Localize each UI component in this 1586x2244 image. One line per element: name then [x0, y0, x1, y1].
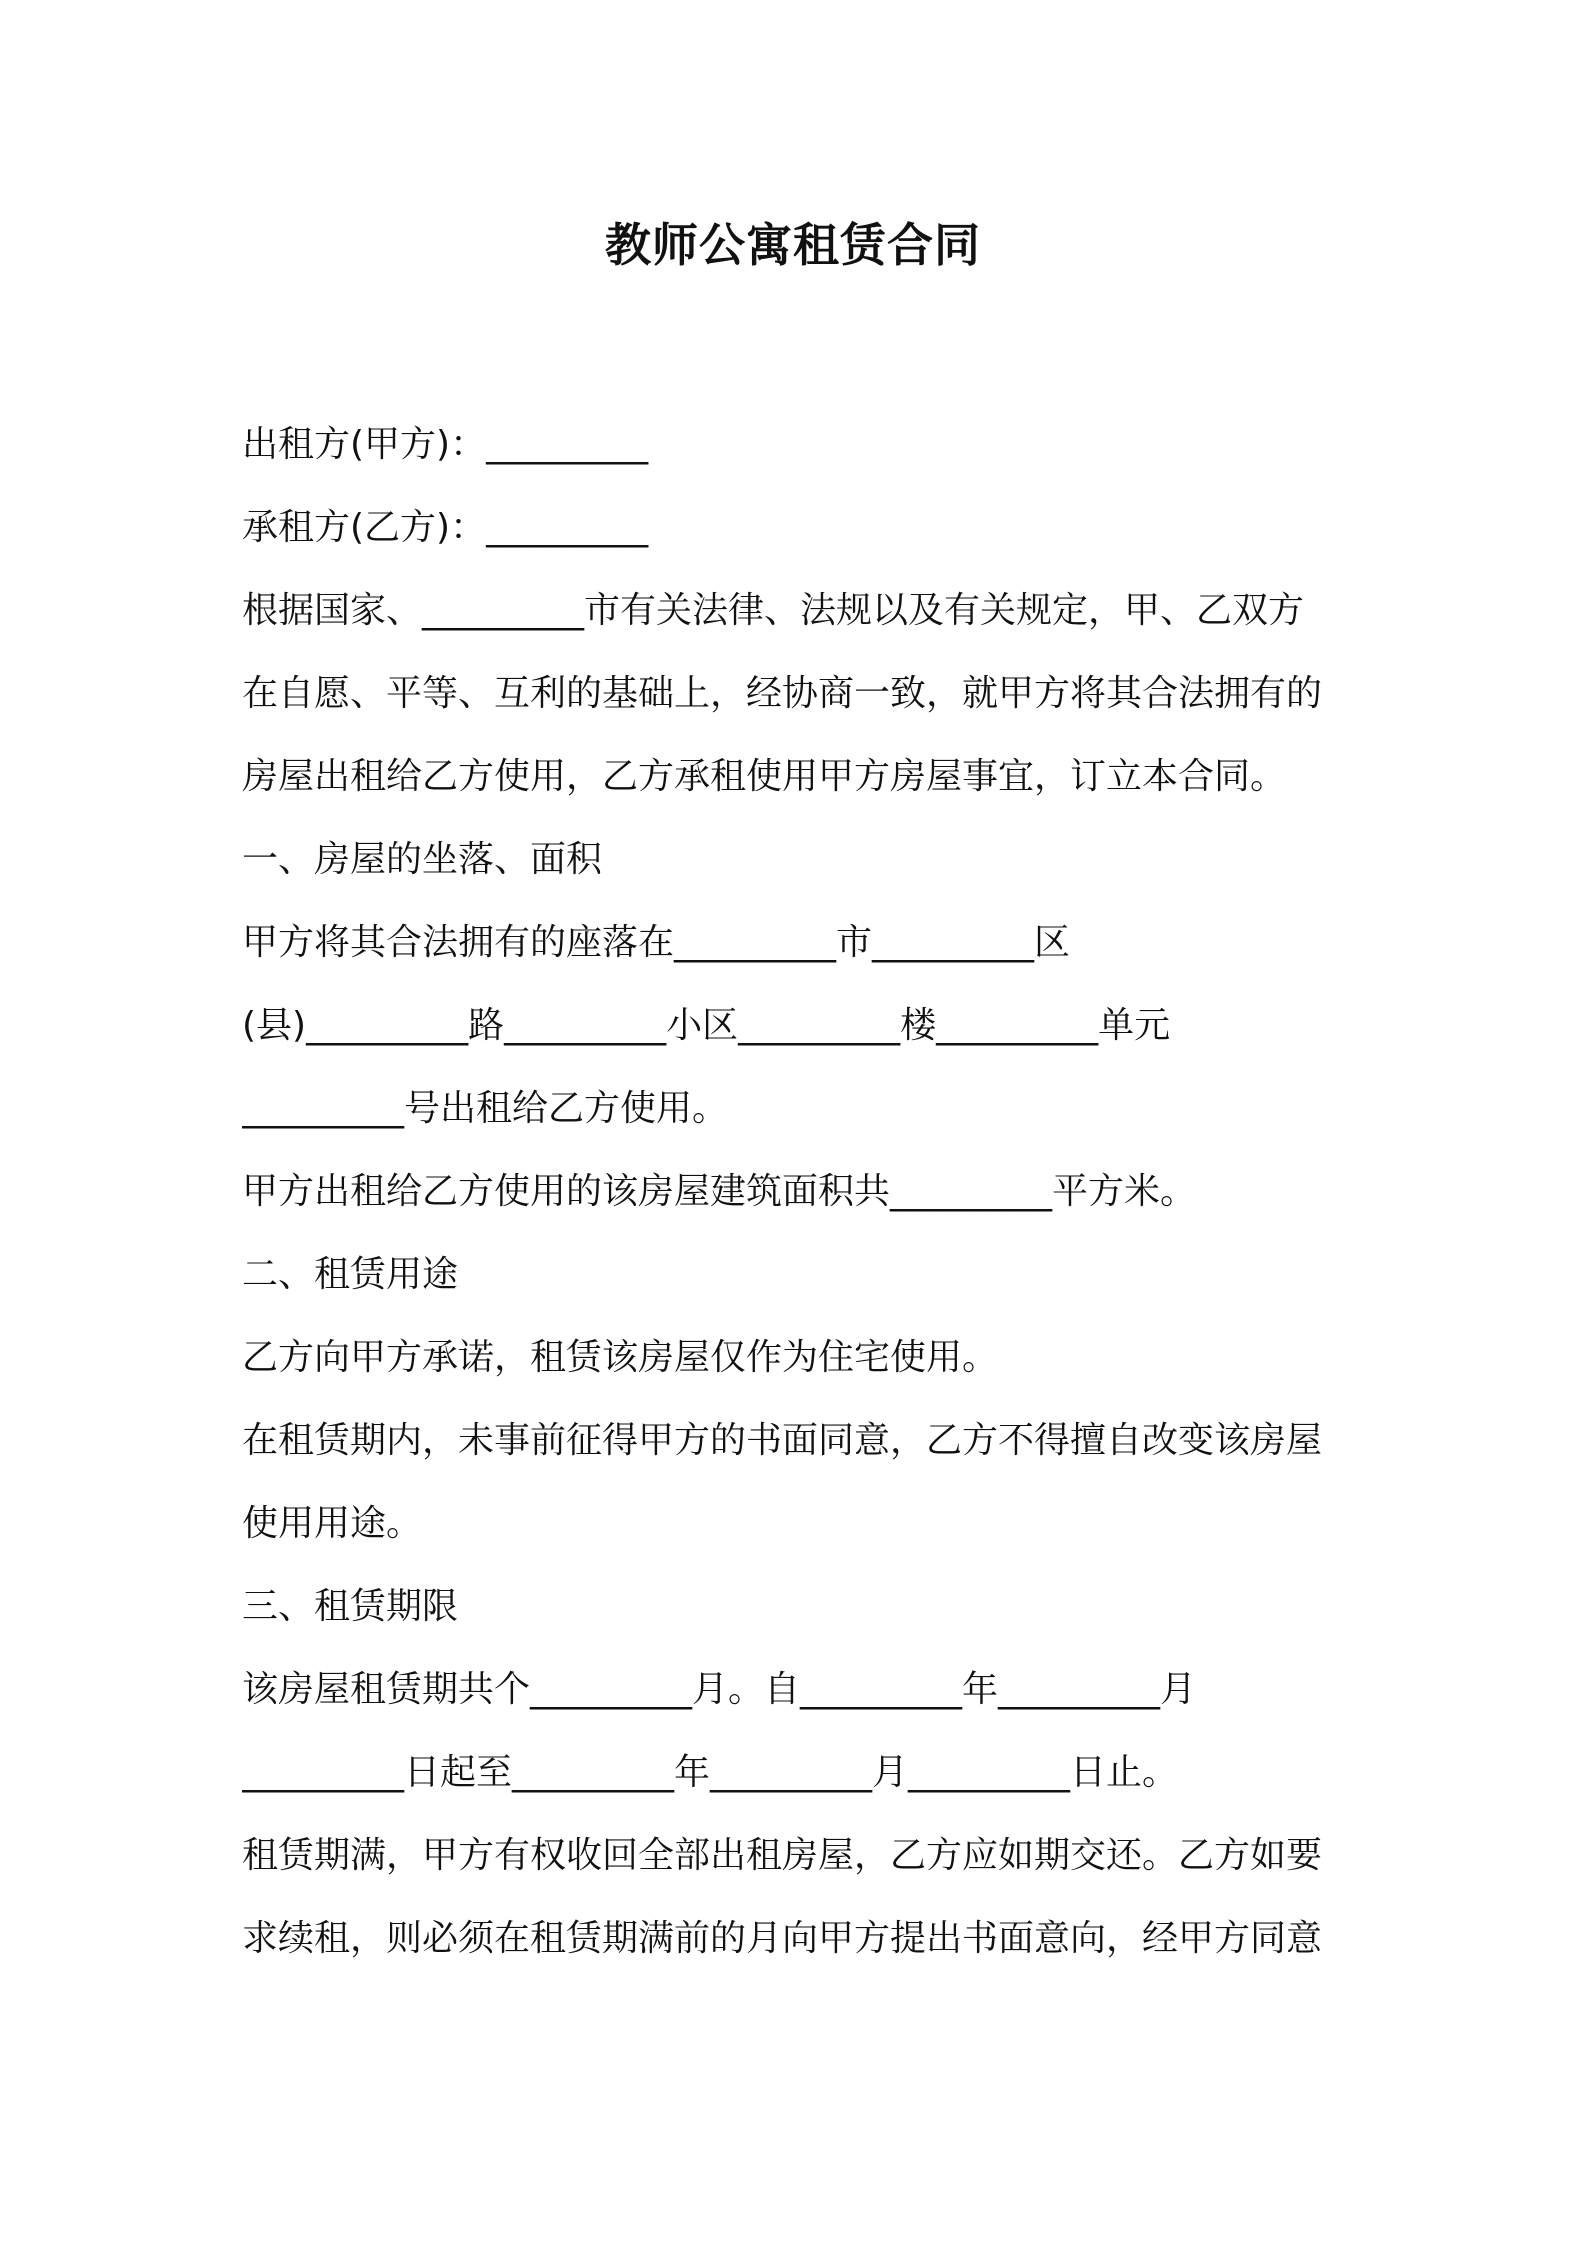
preamble-line: 根据国家、_________市有关法律、法规以及有关规定，甲、乙双方: [242, 590, 1305, 631]
term-line: 租赁期满，甲方有权收回全部出租房屋，乙方应如期交还。乙方如要: [242, 1835, 1323, 1876]
location-line: (县)_________路_________小区_________楼_________单元: [242, 1005, 1171, 1046]
document-title: 教师公寓租赁合同: [605, 218, 981, 272]
party-a-line: 出租方(甲方)：_________: [242, 424, 649, 465]
area-line: 甲方出租给乙方使用的该房屋建筑面积共_________平方米。: [242, 1171, 1197, 1212]
section-heading-term: 三、租赁期限: [242, 1586, 459, 1627]
purpose-line: 使用用途。: [242, 1503, 423, 1544]
preamble-line: 房屋出租给乙方使用，乙方承租使用甲方房屋事宜，订立本合同。: [242, 756, 1287, 797]
party-b-line: 承租方(乙方)：_________: [242, 507, 649, 548]
term-line: _________日起至_________年_________月_________日止。: [242, 1752, 1179, 1793]
purpose-line: 乙方向甲方承诺，租赁该房屋仅作为住宅使用。: [242, 1337, 999, 1378]
term-line: 求续租，则必须在租赁期满前的月向甲方提出书面意向，经甲方同意: [242, 1918, 1323, 1959]
term-line: 该房屋租赁期共个_________月。自_________年_________月: [242, 1669, 1197, 1710]
preamble-line: 在自愿、平等、互利的基础上，经协商一致，就甲方将其合法拥有的: [242, 673, 1323, 714]
location-line: _________号出租给乙方使用。: [242, 1088, 729, 1129]
document-body: [242, 403, 1352, 1980]
section-heading-location: 一、房屋的坐落、面积: [242, 839, 603, 880]
purpose-line: 在租赁期内，未事前征得甲方的书面同意，乙方不得擅自改变该房屋: [242, 1420, 1323, 1461]
section-heading-purpose: 二、租赁用途: [242, 1254, 459, 1295]
location-line: 甲方将其合法拥有的座落在_________市_________区: [242, 922, 1071, 963]
